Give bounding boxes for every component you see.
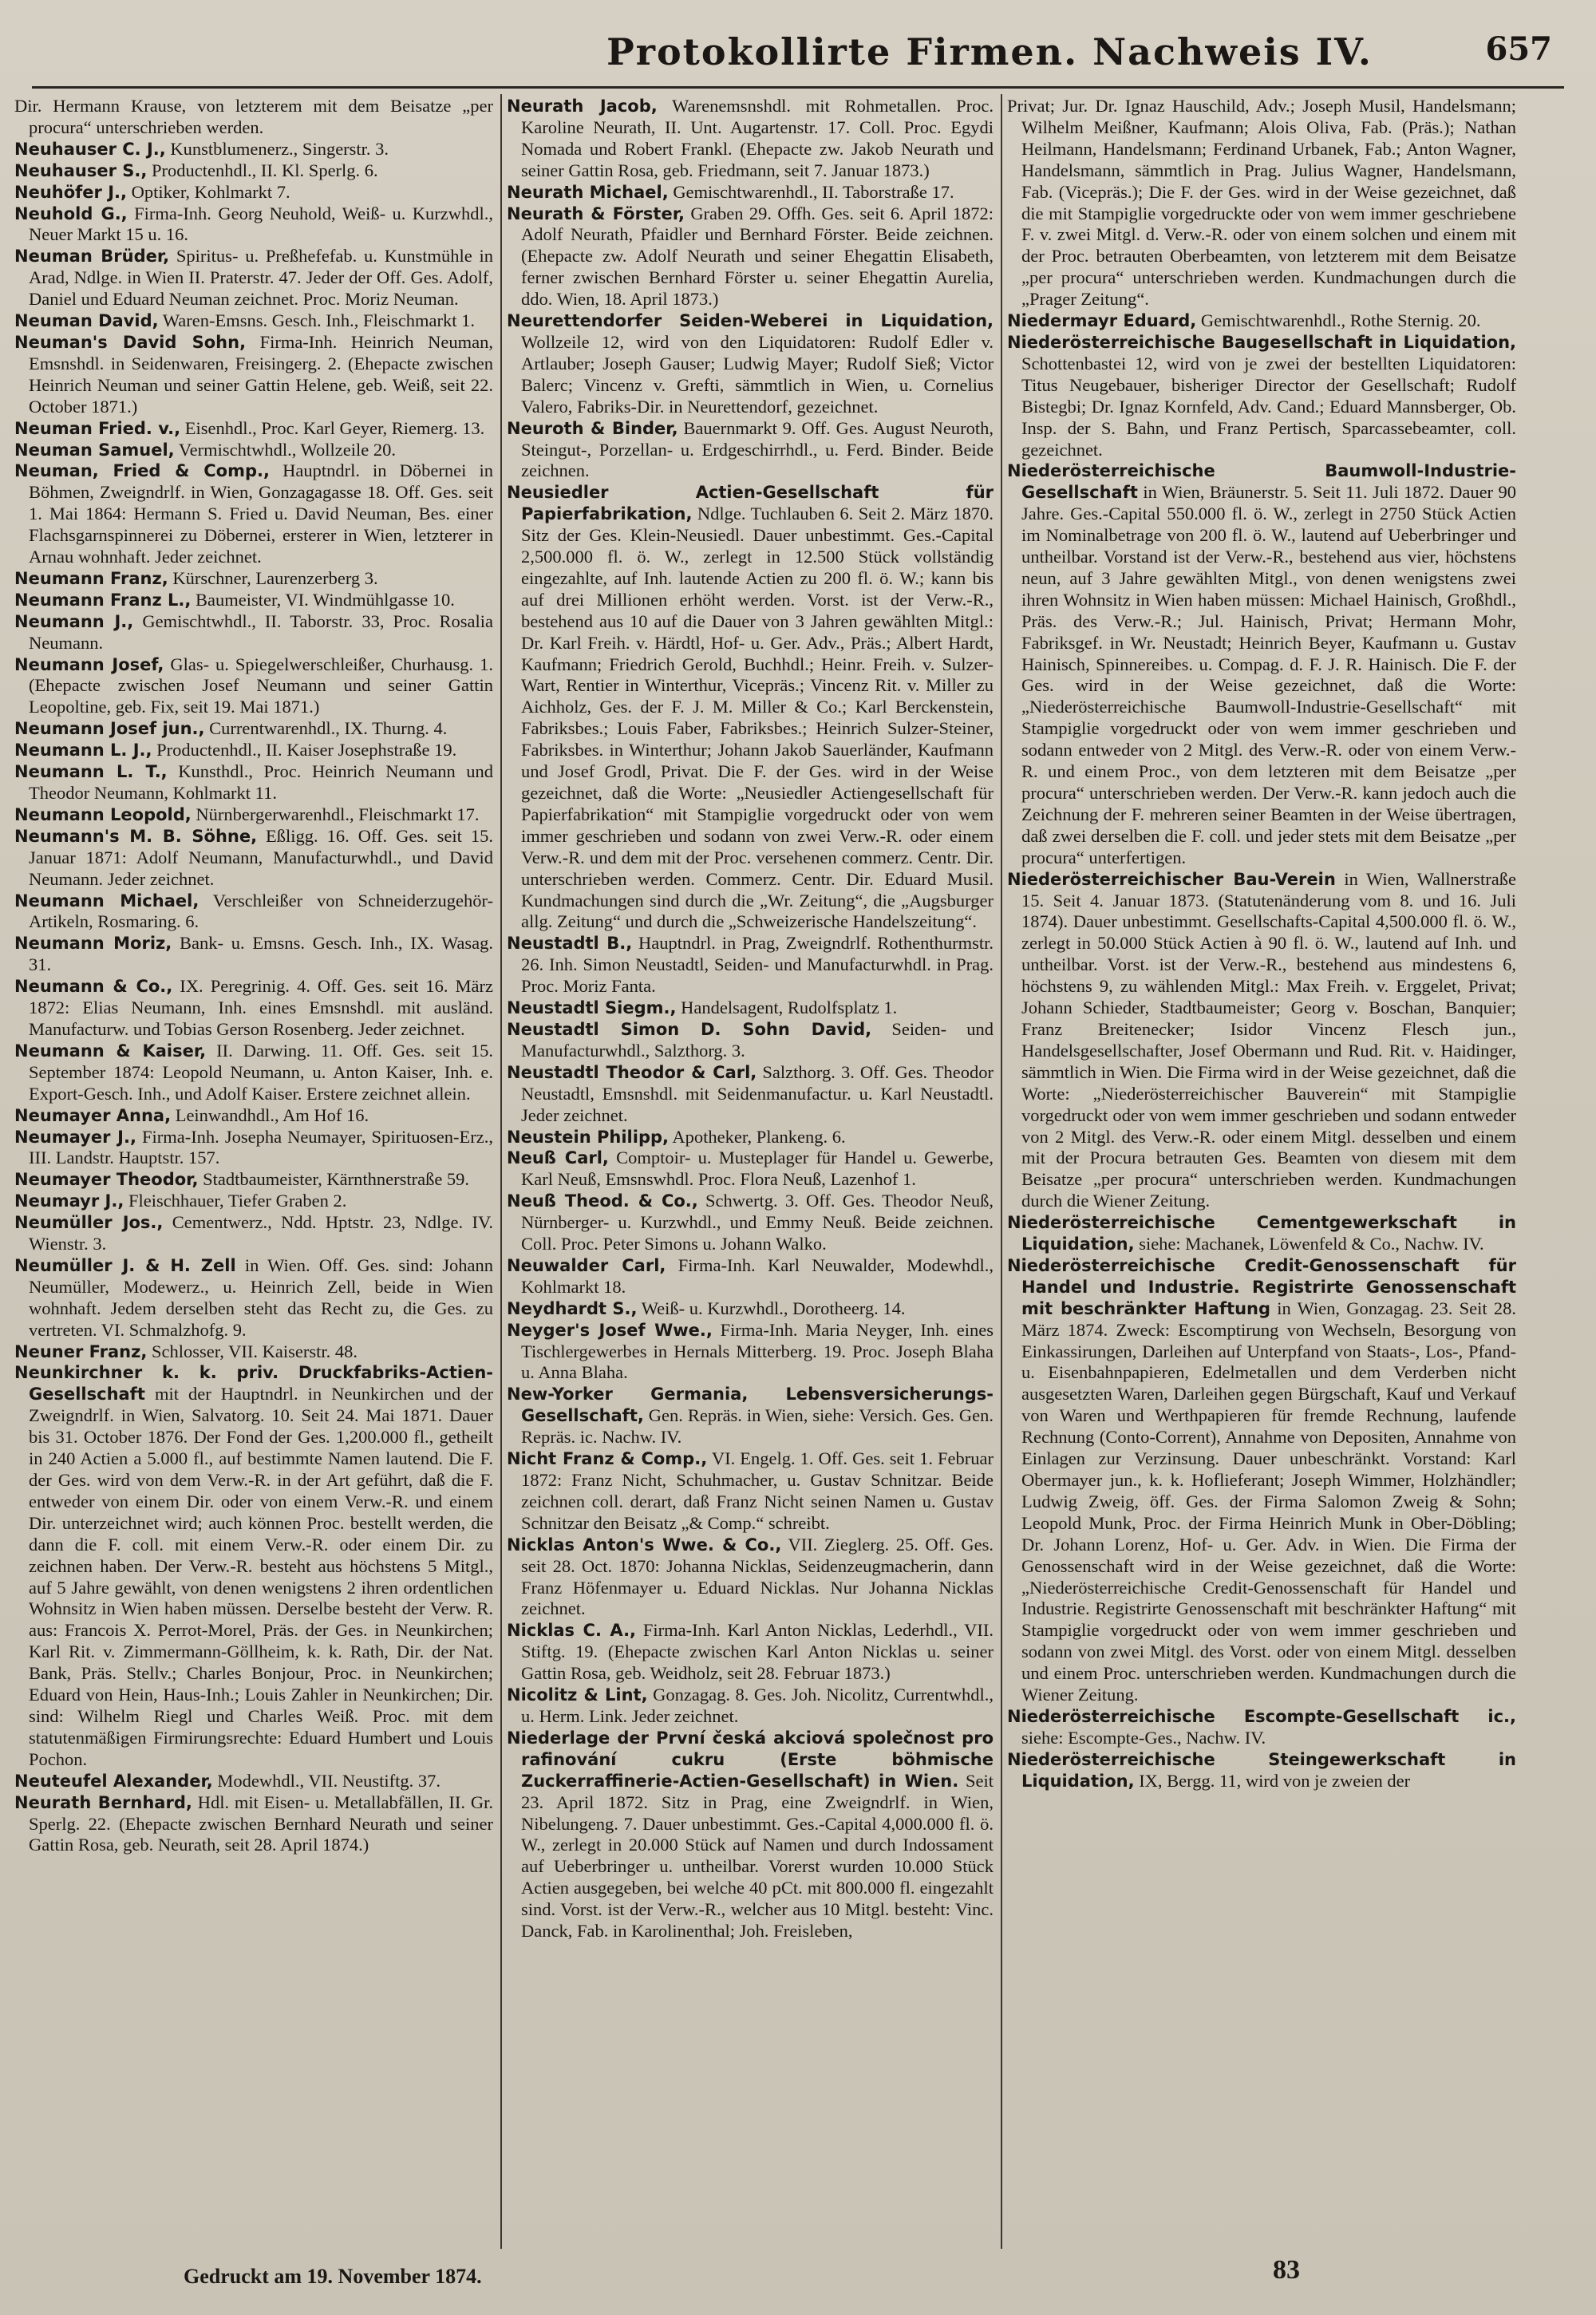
entry-text: Productenhdl., II. Kl. Sperlg. 6. bbox=[151, 160, 378, 180]
firm-name: Neumann L. J., bbox=[14, 741, 152, 760]
directory-entry bbox=[14, 1792, 493, 1857]
entry-text: Gen. Repräs. in Wien, siehe: Versich. Ges. Gen. Repräs. ic. Nachw. IV. bbox=[521, 1405, 994, 1448]
directory-entry bbox=[14, 590, 493, 611]
entry-text: Schlosser, VII. Kaiserstr. 48. bbox=[151, 1341, 358, 1361]
firm-name: Neumann & Co., bbox=[14, 977, 173, 997]
entry-text: siehe: Escompte-Ges., Nachw. IV. bbox=[1021, 1727, 1266, 1748]
firm-name: Neuner Franz, bbox=[14, 1341, 148, 1361]
directory-entry bbox=[14, 139, 493, 160]
firm-name: Neumann Franz, bbox=[14, 568, 168, 588]
entry-text: Bauernmarkt 9. Off. Ges. August Neuroth, Steingut-, Porzellan- u. Erdgeschirrhdl., u. Ferd. Binder. Beide zeichnen. bbox=[521, 417, 994, 481]
directory-entry bbox=[14, 1255, 493, 1341]
page-number: 657 bbox=[1485, 30, 1552, 68]
entry-text: Hdl. mit Eisen- u. Metallabfällen, II. Gr. Sperlg. 22. (Ehepacte zwischen Bernhard Neurath und seiner Gattin Rosa, geb. Neurath, seit 28. April 1874.) bbox=[29, 1792, 493, 1855]
directory-entry bbox=[14, 332, 493, 418]
entry-text: Apotheker, Plankeng. 6. bbox=[672, 1126, 846, 1147]
firm-name: Neustadtl B., bbox=[507, 934, 633, 954]
firm-name: Neumayr J., bbox=[14, 1191, 124, 1211]
entry-text: Firma-Inh. Maria Neyger, Inh. eines Tischlergewerbes in Hernals Mitterberg. 19. Proc. Joseph Blaha u. Anna Blaha. bbox=[521, 1319, 994, 1383]
firm-name: Niederösterreichische Baugesellschaft in Liquidation, bbox=[1007, 332, 1516, 352]
firm-name: Neuman Fried. v., bbox=[14, 418, 181, 438]
entry-text: Nürnbergerwarenhdl., Fleischmarkt 17. bbox=[196, 804, 480, 824]
entry-text: Wollzeile 12, wird von den Liquidatoren: Rudolf Edler v. Artlauber; Joseph Gauser; Ludwig Mayer; Rudolf Sieß; Victor Balerc; Vincenz v. Grefti, sämmtlich in Wien, u. Cornelius Valero, Fabriks-Dir. in Neurettendorf, gezeichnet. bbox=[521, 331, 994, 417]
entry-text: VII. Zieglerg. 25. Off. Ges. seit 28. Oct. 1870: Johanna Nicklas, Seidenzeugmacherin, dann Franz Höfenmayer u. Eduard Nicklas. Nur Johanna Nicklas zeichnet. bbox=[521, 1534, 994, 1619]
firm-name: Neuwalder Carl, bbox=[507, 1255, 666, 1275]
firm-name: Neuhauser C. J., bbox=[14, 139, 166, 159]
firm-name: Neustein Philipp, bbox=[507, 1127, 669, 1147]
directory-entry bbox=[14, 460, 493, 568]
entry-text: Firma-Inh. Georg Neuhold, Weiß- u. Kurzwhdl., Neuer Markt 15 u. 16. bbox=[29, 203, 493, 245]
directory-entry bbox=[14, 246, 493, 310]
directory-entry bbox=[507, 482, 994, 933]
entry-text: Bank- u. Emsns. Gesch. Inh., IX. Wasag. 31. bbox=[29, 933, 493, 975]
entry-text: Weiß- u. Kurzwhdl., Dorotheerg. 14. bbox=[641, 1298, 906, 1318]
directory-entry bbox=[507, 203, 994, 311]
entry-text: Gonzagag. 8. Ges. Joh. Nicolitz, Currentwhdl., u. Herm. Link. Jeder zeichnet. bbox=[521, 1685, 994, 1726]
entry-text: siehe: Machanek, Löwenfeld & Co., Nachw. IV. bbox=[1139, 1234, 1484, 1254]
firm-name: Neumann J., bbox=[14, 611, 134, 631]
firm-name: Neurath & Förster, bbox=[507, 203, 685, 223]
entry-text: Gemischtwarenhdl., II. Taborstraße 17. bbox=[673, 181, 954, 202]
directory-entry bbox=[14, 718, 493, 740]
firm-name: Neustadtl Theodor & Carl, bbox=[507, 1062, 757, 1082]
entry-text: in Wien, Gonzagag. 23. Seit 28. März 1874. Zweck: Escomptirung von Wechseln, Besorgung von Einkassirungen, Darleihen auf Unterpfand von Staats-, Los-, Pfand- u. Eisenbahnpapieren, Edelmetallen und dem Verderben nicht ausgesetzten Waren, Darleihen gegen Bürgschaft, Kauf und Verkauf von Waren und Werthpapieren für fremde Rechnung, laufende Rechnung (Conto-Corrent), Annahme von Depositen, Annahme von Einlagen zur Verzinsung. Dauer unbeschränkt. Vorstand: Karl Obermayer jun., k. k. Hoflieferant; Joseph Wimmer, Holzhändler; Ludwig Zweig, öff. Ges. der Firma Salomon Zweig & Sohn; Leopold Munk, Proc. der Firma Heinrich Munk in Ober-Döbling; Dr. Johann Lorenz, Hof- u. Ger. Adv. in Wien. Die Firma der Genossenschaft wird in der Weise gezeichnet, daß die Worte: „Niederösterreichische Credit-Genossenschaft für Handel und Industrie. Registrirte Genossenschaft mit beschränkter Haftung“ mit Stampiglie vorgedruckt oder von wem immer geschrieben und sodann von zwei Mitgl. des Vorst. oder von einem Mitgl. desselben und einem Proc. unterschrieben werden. Kundmachungen durch die Wiener Zeitung. bbox=[1021, 1298, 1516, 1705]
entry-text: Optiker, Kohlmarkt 7. bbox=[131, 181, 290, 202]
directory-entry bbox=[14, 761, 493, 804]
directory-entry bbox=[1007, 310, 1516, 332]
entry-text: Warenemsnshdl. mit Rohmetallen. Proc. Karoline Neurath, II. Unt. Augartenstr. 17. Coll. Proc. Egydi Nomada und Robert Frankl. (Ehepacte zw. Jakob Neurath und seiner Gattin Rosa, geb. Friedmann, seit 7. Januar 1873.) bbox=[521, 96, 994, 180]
entry-text: Firma-Inh. Heinrich Neuman, Emsnshdl. in Seidenwaren, Freisingerg. 2. (Ehepacte zwischen Heinrich Neuman und seiner Gattin Helene, geb. Weiß, seit 22. October 1871.) bbox=[29, 331, 493, 417]
firm-name: Neurath Michael, bbox=[507, 182, 669, 202]
directory-entry bbox=[14, 440, 493, 461]
firm-name: Neuman Brüder, bbox=[14, 247, 170, 267]
entry-text: Eßligg. 16. Off. Ges. seit 15. Januar 1871: Adolf Neumann, Manufacturwhdl., und David Neumann. Jeder zeichnet. bbox=[29, 825, 493, 889]
firm-name: Neumann Leopold, bbox=[14, 804, 192, 824]
entry-text: Graben 29. Offh. Ges. seit 6. April 1872: Adolf Neurath, Pfaidler und Bernhard Förster. Beide zeichnen. (Ehepacte zw. Adolf Neurath und seiner Ehegattin Elisabeth, ferner zwischen Bernhard Förster u. seiner Ehegattin Aurelia, ddo. Wien, 18. April 1873.) bbox=[521, 203, 994, 310]
directory-entry bbox=[1007, 1255, 1516, 1706]
firm-name: Neuß Carl, bbox=[507, 1148, 609, 1168]
firm-name: Nicolitz & Lint, bbox=[507, 1685, 648, 1705]
firm-name: Neumann Franz L., bbox=[14, 590, 192, 610]
directory-entry bbox=[507, 1384, 994, 1448]
directory-entry bbox=[14, 160, 493, 182]
entry-text: Baumeister, VI. Windmühlgasse 10. bbox=[196, 589, 455, 610]
column-3 bbox=[1007, 96, 1516, 2234]
entry-text: mit der Hauptndrl. in Neunkirchen und der Zweigndrlf. in Wien, Salvatorg. 10. Seit 24. Mai 1871. Dauer bis 31. October 1876. Der Fond der Ges. 1,200.000 fl., getheilt in 240 Actien a 5.000 fl., auf bestimmte Namen lautend. Die F. der Ges. wird von dem Verw.-R. in der Art geführt, daß die F. entweder von einem Dir. oder von einem Verw.-R. und einem Dir. unterzeichnet wird; auch können Proc. bestellt werden, die dann die F. coll. mit einem Verw.-R. oder einem Dir. zu zeichnen haben. Der Verw.-R. besteht aus höchstens 5 Mitgl., auf 5 Jahre gewählt, von denen wenigstens 2 ihren ordentlichen Wohnsitz in Wien haben müssen. Derselbe besteht der Verw. R. aus: Francois X. Perrot-Morel, Präs. der Ges. in Neunkirchen; Karl Rit. v. Zimmermann-Göllheim, k. k. Rath, Dir. der Nat. Bank, Präs. Stellv.; Charles Bonjour, Proc. in Neunkirchen; Eduard von Hein, Haus-Inh.; Louis Zahler in Neunkirchen; Dir. sind: Wilhelm Riegl und Charles Weiß. Proc. mit dem statutenmäßigen Firmirungsrechte: Eduard Humbert und Louis Pochon. bbox=[29, 1384, 493, 1769]
firm-name: Neumann Josef, bbox=[14, 654, 164, 674]
firm-name: Niederösterreichische Credit-Genossenschaft für Handel und Industrie. Registrirte Genossenschaft mit beschränkter Haftung bbox=[1007, 1255, 1516, 1318]
directory-entry bbox=[14, 1169, 493, 1191]
entry-text: Kürschner, Laurenzerberg 3. bbox=[172, 567, 378, 588]
directory-entry bbox=[14, 740, 493, 761]
firm-name: New-Yorker Germania, Lebensversicherungs-Gesellschaft, bbox=[507, 1385, 994, 1426]
directory-entry bbox=[507, 310, 994, 418]
firm-name: Neumayer J., bbox=[14, 1127, 136, 1147]
directory-entry bbox=[14, 976, 493, 1041]
directory-entry bbox=[507, 1728, 994, 1942]
directory-entry bbox=[1007, 1706, 1516, 1749]
entry-text: Ndlge. Tuchlauben 6. Seit 2. März 1870. Sitz der Ges. Klein-Neusiedl. Dauer unbestimmt. Ges.-Capital 2,500.000 fl. ö. W., zerlegt in 12.500 Stück vollständig eingezahlte, auf Inh. lautende Actien zu 200 fl. ö. W.; kann bis auf drei Millionen erhöht werden. Vorst. ist der Verw.-R., bestehend aus 10 auf die Dauer von 3 Jahren gewählten Mitgl.: Dr. Karl Freih. v. Härdtl, Hof- u. Ger. Adv., Präs.; Albert Hardt, Kaufmann; Friedrich Gerold, Buchhdl.; Heinr. Freih. v. Sulzer-Wart, Rentier in Winterthur, Vicepräs.; Vincenz Rit. v. Miller zu Aichholz, Ges. der F. J. M. Miller & Co.; Karl Berckenstein, Fabriksbes.; Louis Faber, Fabriksbes.; Heinrich Sulzer-Steiner, Fabriksbes. in Winterthur; Johann Jakob Sauerländer, Kaufmann und Josef Grodl, Privat. Die F. der Ges. wird in der Weise gezeichnet, daß die Worte: „Neusiedler Actiengesellschaft für Papierfabrikation“ mit Stampiglie vorgedruckt oder von wem immer geschrieben und sodann von zwei Verw.-R. oder einem Verw.-R. und dem mit der Proc. versehenen commerz. Centr. Dir. unterschrieben werden. Commerz. Centr. Dir. Eduard Musil. Kundmachungen sind durch die „Wr. Zeitung“, die „Augsburger allg. Zeitung“ und durch die „Schweizerische Handelszeitung“. bbox=[521, 504, 994, 932]
column-divider-1 bbox=[500, 94, 502, 2249]
directory-entry bbox=[14, 654, 493, 719]
directory-entry bbox=[14, 1341, 493, 1363]
directory-entry bbox=[507, 418, 994, 483]
entry-text: Firma-Inh. Karl Anton Nicklas, Lederhdl., VII. Stiftg. 19. (Ehepacte zwischen Karl Anton Nicklas u. seiner Gattin Rosa, geb. Weidholz, seit 28. Februar 1873.) bbox=[521, 1620, 994, 1684]
directory-entry bbox=[14, 1362, 493, 1770]
firm-name: Neumann Michael, bbox=[14, 891, 200, 911]
column-divider-2 bbox=[1001, 94, 1002, 2249]
directory-entry bbox=[507, 1019, 994, 1062]
entry-text: VI. Engelg. 1. Off. Ges. seit 1. Februar 1872: Franz Nicht, Schuhmacher, u. Gustav Schnitzar. Beide zeichnen coll. derart, daß Franz Nicht seinen Namen u. Gustav Schnitzar den Beisatz „& Comp.“ schreibt. bbox=[521, 1448, 994, 1533]
firm-name: Niederösterreichische Steingewerkschaft in Liquidation, bbox=[1007, 1749, 1516, 1791]
entry-text: Gemischtwarenhdl., Rothe Sternig. 20. bbox=[1200, 310, 1481, 331]
directory-entry bbox=[14, 611, 493, 654]
entry-text: IX, Bergg. 11, wird von je zweien der bbox=[1139, 1770, 1411, 1791]
firm-name: Neumann Moriz, bbox=[14, 934, 172, 954]
entry-text: Gemischtwhdl., II. Taborstr. 33, Proc. Rosalia Neumann. bbox=[29, 610, 493, 653]
entry-text: Verschleißer von Schneiderzugehör-Artikeln, Rosmaring. 6. bbox=[29, 890, 493, 932]
directory-entry bbox=[14, 1041, 493, 1105]
directory-entry bbox=[14, 804, 493, 826]
entry-text: Kunstblumenerz., Singerstr. 3. bbox=[170, 138, 389, 159]
firm-name: Niederlage der První česká akciová společnost pro rafinování cukru (Erste böhmische Zuckerraffinerie-Actien-Gesellschaft) in Wien. bbox=[507, 1728, 994, 1791]
directory-entry bbox=[14, 182, 493, 203]
entry-text: Hauptndrl. in Döbernei in Böhmen, Zweigndrlf. in Wien, Gonzagagasse 18. Off. Ges. seit 1. Mai 1864: Hermann S. Fried u. David Neuman, Bes. einer Flachsgarnspinnerei zu Döbernei, ersterer in Wien, letzterer in Arnau wohnhaft. Jeder zeichnet. bbox=[29, 460, 493, 567]
firm-name: Neurettendorfer Seiden-Weberei in Liquidation, bbox=[507, 311, 994, 331]
directory-entry bbox=[14, 96, 493, 139]
directory-entry bbox=[507, 1448, 994, 1535]
firm-name: Neumüller Jos., bbox=[14, 1213, 164, 1233]
directory-entry bbox=[507, 933, 994, 998]
firm-name: Neuman Samuel, bbox=[14, 440, 175, 460]
firm-name: Neuman's David Sohn, bbox=[14, 332, 247, 352]
directory-entry bbox=[14, 568, 493, 590]
entry-text: Salzthorg. 3. Off. Ges. Theodor Neustadtl, Emsnshdl. mit Seidenmanufactur. u. Karl Neustadtl. Jeder zeichnet. bbox=[521, 1061, 994, 1125]
firm-name: Nicklas C. A., bbox=[507, 1621, 637, 1641]
directory-entry bbox=[507, 1620, 994, 1685]
directory-entry bbox=[507, 1255, 994, 1298]
column-1 bbox=[14, 96, 493, 2234]
entry-text: Schottenbastei 12, wird von je zwei der bestellten Liquidatoren: Titus Neugebauer, bisheriger Director der Gesellschaft; Rudolf Bistegbi; Dr. Ignaz Kornfeld, Adv. Cand.; Eduard Mannsberger, Ob. Insp. der S. Bahn, und Franz Pertisch, Sparcassebeamter, coll. gezeichnet. bbox=[1021, 353, 1516, 460]
entry-text: Leinwandhdl., Am Hof 16. bbox=[175, 1104, 369, 1125]
directory-entry bbox=[1007, 96, 1516, 310]
entry-text: Vermischtwhdl., Wollzeile 20. bbox=[178, 439, 396, 460]
firm-name: Neumüller J. & H. Zell bbox=[14, 1255, 236, 1275]
print-date: Gedruckt am 19. November 1874. bbox=[184, 2265, 482, 2288]
entry-text: II. Darwing. 11. Off. Ges. seit 15. September 1874: Leopold Neumann, u. Anton Kaiser, Inh. e. Export-Gesch. Inh., und Adolf Kaiser. Erstere zeichnet allein. bbox=[29, 1040, 493, 1104]
firm-name: Neunkirchner k. k. priv. Druckfabriks-Actien-Gesellschaft bbox=[14, 1363, 493, 1404]
directory-entry bbox=[507, 1127, 994, 1148]
directory-entry bbox=[507, 182, 994, 203]
directory-entry bbox=[14, 1127, 493, 1170]
entry-text: Firma-Inh. Josepha Neumayer, Spirituosen-Erz., III. Landstr. Hauptstr. 157. bbox=[29, 1126, 493, 1168]
firm-name: Neydhardt S., bbox=[507, 1298, 638, 1318]
entry-text: Handelsagent, Rudolfsplatz 1. bbox=[681, 998, 898, 1018]
firm-name: Neumann L. T., bbox=[14, 762, 168, 782]
entry-text: Eisenhdl., Proc. Karl Geyer, Riemerg. 13. bbox=[184, 417, 485, 438]
entry-text: Dir. Hermann Krause, von letzterem mit dem Beisatze „per procura“ unterschrieben werden. bbox=[14, 96, 493, 137]
directory-entry bbox=[1007, 1749, 1516, 1792]
page-title: Protokollirte Firmen. Nachweis IV. bbox=[606, 30, 1373, 73]
directory-entry bbox=[14, 310, 493, 332]
directory-entry bbox=[14, 826, 493, 891]
directory-entry bbox=[14, 1191, 493, 1212]
directory-entry bbox=[507, 1320, 994, 1385]
directory-entry bbox=[507, 1191, 994, 1255]
entry-text: Modewhdl., VII. Neustiftg. 37. bbox=[217, 1770, 440, 1791]
firm-name: Neuß Theod. & Co., bbox=[507, 1191, 698, 1211]
entry-text: Firma-Inh. Karl Neuwalder, Modewhdl., Kohlmarkt 18. bbox=[521, 1254, 994, 1297]
entry-text: Seit 23. April 1872. Sitz in Prag, eine Zweigndrlf. in Wien, Nibelungeng. 7. Dauer unbestimmt. Ges.-Capital 4,000.000 fl. ö. W., zerlegt in 20.000 Stück auf Namen und durch Indossament auf Ueberbringer u. untheilbar. Vorerst wurden 10.000 Stück Actien ausgegeben, bei welche 40 pCt. mit 800.000 fl. eingezahlt sind. Vorst. ist der Verw.-R., welcher aus 10 Mitgl. besteht: Vinc. Danck, Fab. in Karolinenthal; Joh. Freisleben, bbox=[521, 1770, 994, 1942]
entry-text: Seiden- und Manufacturwhdl., Salzthorg. 3. bbox=[521, 1018, 994, 1061]
firm-name: Neumayer Theodor, bbox=[14, 1170, 199, 1190]
entry-text: Hauptndrl. in Prag, Zweigndrlf. Rothenthurmstr. 26. Inh. Simon Neustadtl, Seiden- und Manufacturwhdl. in Prag. Proc. Moriz Fanta. bbox=[521, 933, 994, 997]
firm-name: Neuroth & Binder, bbox=[507, 418, 678, 438]
firm-name: Neurath Jacob, bbox=[507, 97, 658, 116]
firm-name: Neusiedler Actien-Gesellschaft für Papierfabrikation, bbox=[507, 483, 994, 524]
directory-entry bbox=[507, 1535, 994, 1621]
entry-text: Stadtbaumeister, Kärnthnerstraße 59. bbox=[203, 1169, 470, 1190]
directory-entry bbox=[14, 1105, 493, 1127]
firm-name: Niederösterreichische Cementgewerkschaft in Liquidation, bbox=[1007, 1213, 1516, 1254]
entry-text: Waren-Emsns. Gesch. Inh., Fleischmarkt 1. bbox=[162, 310, 476, 331]
firm-name: Neuteufel Alexander, bbox=[14, 1771, 213, 1791]
directory-entry bbox=[14, 203, 493, 247]
firm-name: Niedermayr Eduard, bbox=[1007, 311, 1197, 331]
firm-name: Nicht Franz & Comp., bbox=[507, 1449, 708, 1469]
directory-entry bbox=[1007, 332, 1516, 460]
entry-text: Cementwerz., Ndd. Hptstr. 23, Ndlge. IV. Wienstr. 3. bbox=[29, 1212, 493, 1254]
firm-name: Neuhold G., bbox=[14, 203, 128, 223]
entry-text: Kunsthdl., Proc. Heinrich Neumann und Theodor Neumann, Kohlmarkt 11. bbox=[29, 761, 493, 803]
directory-entry bbox=[507, 1298, 994, 1320]
directory-entry bbox=[14, 891, 493, 934]
entry-text: Productenhdl., II. Kaiser Josephstraße 19. bbox=[156, 740, 457, 760]
directory-entry bbox=[1007, 1212, 1516, 1255]
firm-name: Neumann Josef jun., bbox=[14, 719, 205, 739]
directory-entry bbox=[507, 998, 994, 1019]
directory-entry bbox=[14, 1771, 493, 1792]
firm-name: Nicklas Anton's Wwe. & Co., bbox=[507, 1535, 782, 1555]
entry-text: IX. Peregrinig. 4. Off. Ges. seit 16. März 1872: Elias Neumann, Inh. eines Emsnshdl. mit ausländ. Manufacturw. und Tobias Gerson Rosenberg. Jeder zeichnet. bbox=[29, 976, 493, 1039]
entry-text: in Wien. Off. Ges. sind: Johann Neumüller, Modewerz., u. Heinrich Zell, beide in Wien wohnhaft. Jedem derselben steht das Recht zu, die Ges. zu vertreten. VI. Schmalzhofg. 9. bbox=[29, 1254, 493, 1340]
directory-entry bbox=[507, 1148, 994, 1191]
directory-entry bbox=[507, 1062, 994, 1127]
firm-name: Neurath Bernhard, bbox=[14, 1792, 192, 1812]
firm-name: Niederösterreichischer Bau-Verein bbox=[1007, 869, 1336, 889]
directory-entry bbox=[507, 1685, 994, 1728]
firm-name: Niederösterreichische Escompte-Gesellschaft ic., bbox=[1007, 1706, 1516, 1726]
firm-name: Neuhauser S., bbox=[14, 160, 148, 180]
firm-name: Neustadtl Simon D. Sohn David, bbox=[507, 1019, 872, 1039]
directory-entry bbox=[507, 96, 994, 182]
directory-entry bbox=[14, 1212, 493, 1255]
firm-name: Neumayer Anna, bbox=[14, 1105, 172, 1125]
entry-text: Schwertg. 3. Off. Ges. Theodor Neuß, Nürnberger- u. Kurzwhdl., und Emmy Neuß. Beide zeichnen. Coll. Proc. Peter Simons u. Johann Walko. bbox=[521, 1191, 994, 1254]
firm-name: Neyger's Josef Wwe., bbox=[507, 1320, 713, 1340]
entry-text: Glas- u. Spiegelwerschleißer, Churhausg. 1. (Ehepacte zwischen Josef Neumann und seiner Gattin Leopoltine, geb. Fix, seit 19. Mai 1871.) bbox=[29, 654, 493, 717]
firm-name: Neumann & Kaiser, bbox=[14, 1041, 207, 1061]
firm-name: Neustadtl Siegm., bbox=[507, 998, 677, 1018]
firm-name: Neumann's M. B. Söhne, bbox=[14, 826, 258, 846]
firm-name: Niederösterreichische Baumwoll-Industrie-Gesellschaft bbox=[1007, 461, 1516, 503]
signature-mark: 83 bbox=[1273, 2255, 1300, 2285]
directory-entry bbox=[1007, 869, 1516, 1213]
firm-name: Neuhöfer J., bbox=[14, 182, 127, 202]
header-rule bbox=[32, 86, 1564, 89]
entry-text: in Wien, Bräunerstr. 5. Seit 11. Juli 1872. Dauer 90 Jahre. Ges.-Capital 550.000 fl. ö. W., zerlegt in 2750 Stück Actien im Nominalbetrage von 200 fl. ö. W., lautend auf Ueberbringer und untheilbar. Vorstand ist der Verw.-R., bestehend aus vier, höchstens neun, auf 3 Jahre gewählten Mitgl., von denen wenigstens zwei ihren Wohnsitz in Wien haben müssen: Michael Hainisch, Großhdl., Präs. des Verw.-R.; Jul. Hainisch, Privat; Hermann Mohr, Fabriksgef. in Wr. Neustadt; Heinrich Beyer, Kaufmann u. Gustav Hainisch, Spinnereibes. u. Compag. d. F. J. R. Hainisch. Die F. der Ges. wird in der Weise gezeichnet, daß die Worte: „Niederösterreichische Baumwoll-Industrie-Gesellschaft“ mit Stampiglie vorgedruckt oder von wem immer geschrieben und sodann entweder von 2 Mitgl. des Verw.-R. oder von einem Verw.-R. und einem Proc., von dem letzteren mit dem Beisatze „per procura“ unterschrieben werden. Der Verw.-R. kann jedoch auch die Zeichnung der F. mehreren seiner Beamten in der Weise übertragen, daß zwei derselben die F. coll. und jeder stets mit dem Beisatze „per procura“ unterfertigen. bbox=[1021, 482, 1516, 867]
entry-text: Spiritus- u. Preßhefefab. u. Kunstmühle in Arad, Ndlge. in Wien II. Praterstr. 47. Jeder der Off. Ges. Adolf, Daniel und Eduard Neuman zeichnet. Proc. Moriz Neuman. bbox=[29, 246, 493, 310]
firm-name: Neuman David, bbox=[14, 311, 159, 331]
entry-text: Fleischhauer, Tiefer Graben 2. bbox=[128, 1191, 347, 1211]
directory-entry bbox=[14, 418, 493, 440]
column-2 bbox=[507, 96, 994, 2234]
directory-entry bbox=[1007, 460, 1516, 868]
entry-text: in Wien, Wallnerstraße 15. Seit 4. Januar 1873. (Statutenänderung vom 8. und 16. Juli 1874). Dauer unbestimmt. Gesellschafts-Capital 4,500.000 fl. ö. W., zerlegt in 50.000 Stück Actien à 90 fl. ö. W., lautend auf Inh. und untheilbar. Vorst. ist der Verw.-R., bestehend aus mindestens 6, höchstens 9, zu wählenden Mitgl.: Max Freih. v. Erggelet, Privat; Johann Schieder, Stadtbaumeister; Georg v. Boschan, Banquier; Franz Breitenecker; Isidor Vincenz Flesch jun., Handelsgesellschafter, Josef Obermann und Rud. Rit. v. Haidinger, sämmtlich in Wien. Die Firma wird in der Weise gezeichnet, daß die Worte: „Niederösterreichischer Bauverein“ mit Stampiglie vorgedruckt oder von wem immer geschrieben und sodann entweder von 2 Mitgl. des Verw.-R. oder einem Mitgl. desselben und einem mit der Procura betrauten Ges. Beamten von diesem mit dem Beisatze „per procura“ unterschrieben werden. Kundmachungen durch die Wiener Zeitung. bbox=[1021, 868, 1516, 1211]
directory-entry bbox=[14, 933, 493, 976]
entry-text: Privat; Jur. Dr. Ignaz Hauschild, Adv.; Joseph Musil, Handelsmann; Wilhelm Meißner, Kaufmann; Alois Oliva, Fab. (Präs.); Nathan Heilmann, Handelsmann; Ferdinand Urbanek, Fab.; Anton Wagner, Handelsmann, sämmtlich in Prag. Julius Wagner, Handelsmann, Fab. (Vicepräs.); Die F. der Ges. wird in der Weise gezeichnet, daß die mit Stampiglie vorgedruckte oder von wem immer geschriebene F. v. zwei Mitgl. d. Verw.-R. oder von einem solchen und einem mit der Proc. betrauten Oberbeamten, von letzterem mit dem Beisatze „per procura“ unterschrieben werden. Kundmachungen durch die „Prager Zeitung“. bbox=[1007, 96, 1516, 310]
firm-name: Neuman, Fried & Comp., bbox=[14, 461, 270, 481]
entry-text: Comptoir- u. Mustерlager für Handel u. Gewerbe, Karl Neuß, Emsnswhdl. Proc. Flora Neuß, Lazenhof 1. bbox=[521, 1148, 994, 1190]
entry-text: Currentwarenhdl., IX. Thurng. 4. bbox=[209, 718, 448, 739]
